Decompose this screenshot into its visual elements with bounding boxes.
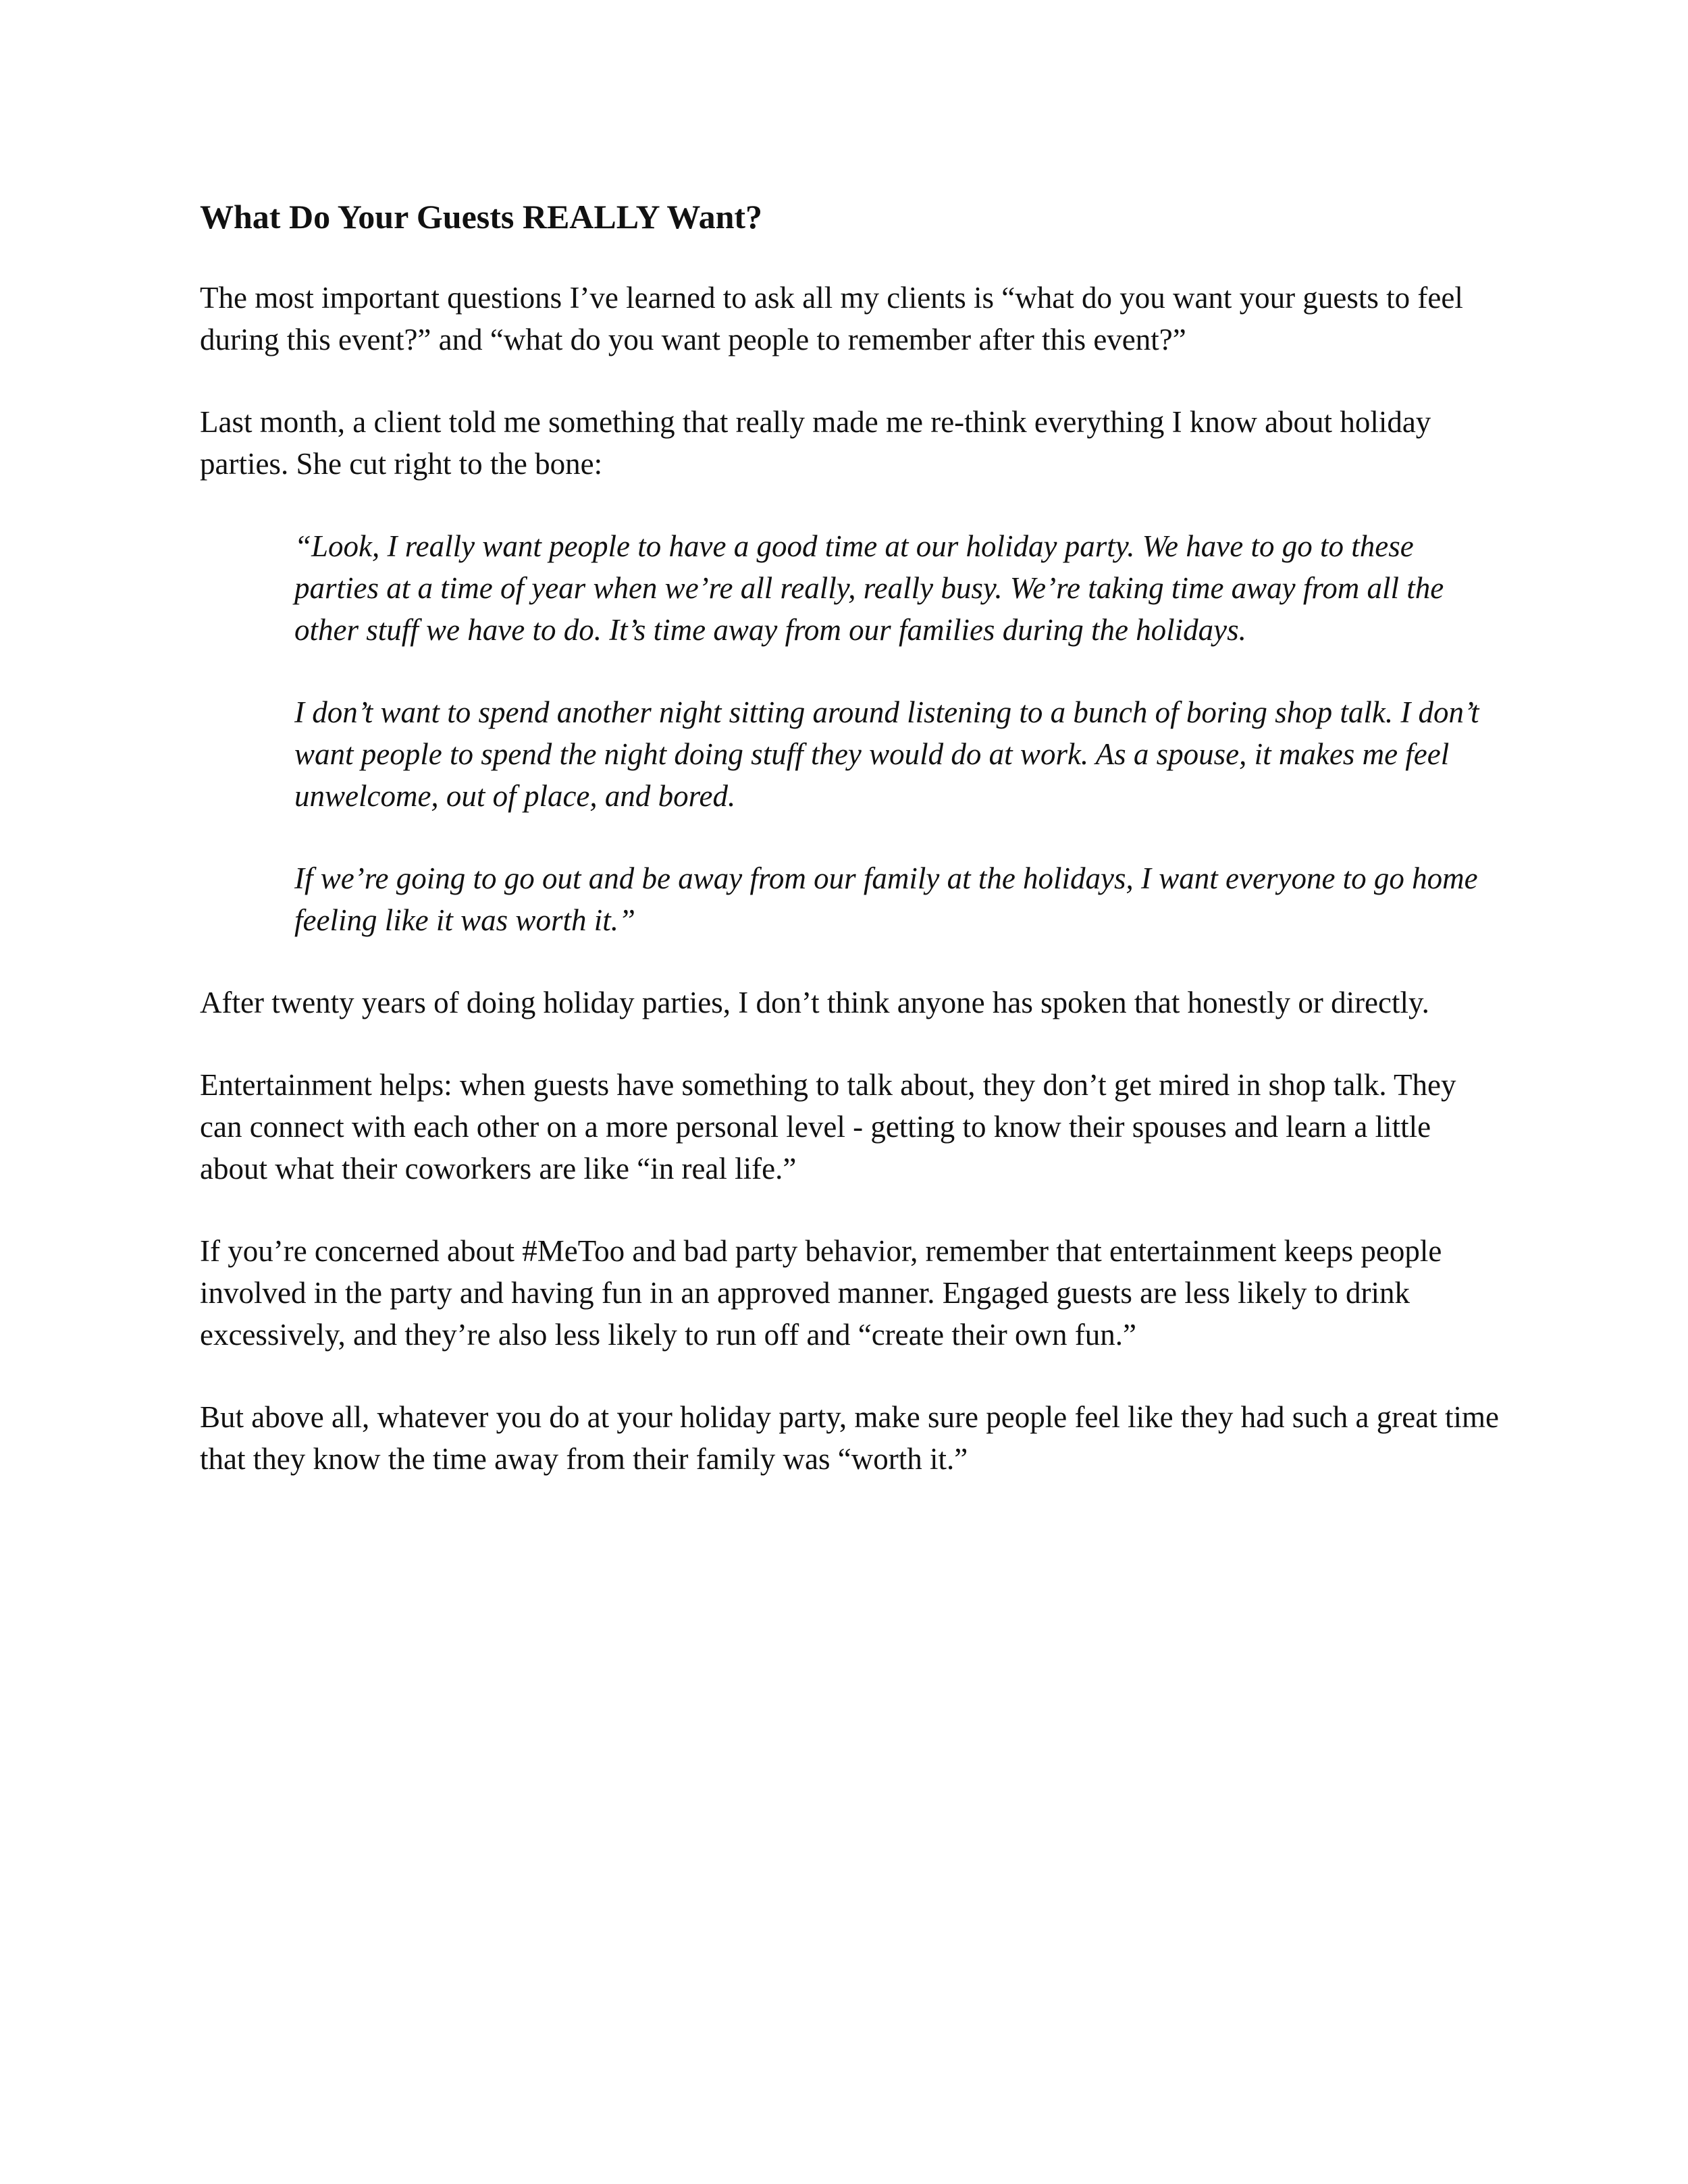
quote-paragraph: I don’t want to spend another night sitting around listening to a bunch of boring shop talk. I don’t want people to spend the night doing stuff they would do at work. As a spouse, it makes me feel unwelcome, out of place, and bored.	[294, 695, 1479, 813]
body-paragraph: If you’re concerned about #MeToo and bad party behavior, remember that entertainment keeps people involved in the party and having fun in an approved manner. Engaged guests are less likely to drink excessively, and they’re also less likely to run off and “create their own fun.”	[200, 1234, 1442, 1352]
document-title: What Do Your Guests REALLY Want?	[200, 198, 763, 236]
quote-paragraph: “Look, I really want people to have a good time at our holiday party. We have to go to these parties at a time of year when we’re all really, really busy. We’re taking time away from all the other stuff we have to do. It’s time away from our families during the holidays.	[294, 529, 1444, 647]
intro-paragraph: The most important questions I’ve learned to ask all my clients is “what do you want your guests to feel during this event?” and “what do you want people to remember after this event?”	[200, 281, 1463, 356]
intro-paragraph: Last month, a client told me something that really made me re-think everything I know about holiday parties. She cut right to the bone:	[200, 405, 1431, 481]
body-paragraph: Entertainment helps: when guests have something to talk about, they don’t get mired in shop talk. They can connect with each other on a more personal level - getting to know their spouses and learn a little about what their coworkers are like “in real life.”	[200, 1068, 1456, 1186]
client-quote-block	[294, 525, 1503, 941]
body-paragraph: But above all, whatever you do at your holiday party, make sure people feel like they had such a great time that they know the time away from their family was “worth it.”	[200, 1400, 1499, 1476]
document-content	[200, 196, 1503, 1520]
body-paragraph: After twenty years of doing holiday parties, I don’t think anyone has spoken that honestly or directly.	[200, 986, 1429, 1019]
quote-paragraph: If we’re going to go out and be away from our family at the holidays, I want everyone to go home feeling like it was worth it.”	[294, 861, 1478, 937]
